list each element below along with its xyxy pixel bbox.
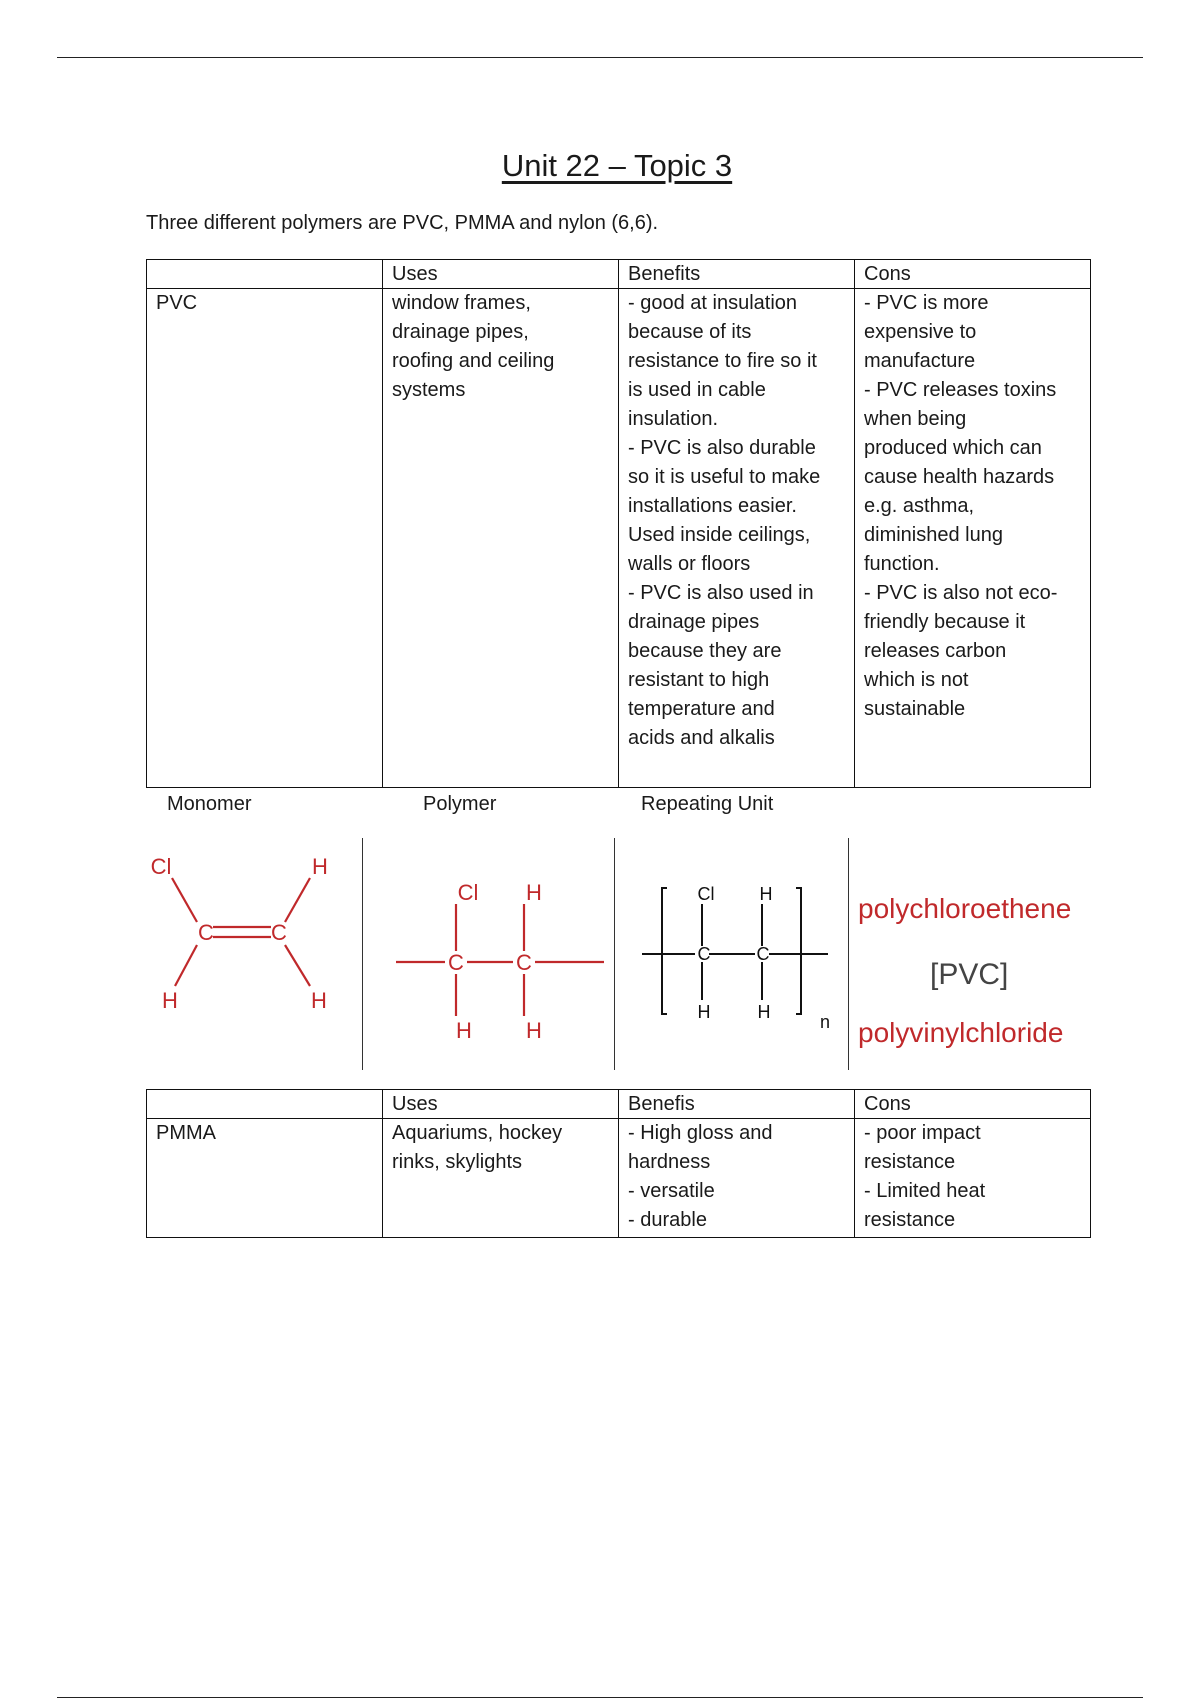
pmma-header-cons: Cons [855, 1090, 1091, 1119]
repeat-atom-c-right: C [756, 944, 770, 964]
repeat-subscript-n: n [819, 1012, 831, 1032]
pmma-header-blank [147, 1090, 383, 1119]
pvc-benefits-cell: - good at insulation because of its resistance to fire so it is used in cable insulation. - PVC is also durable so it is useful to make installations easier. Used inside ceilings, walls or floors - PVC is also used in drainage pipes because they are resistant to high temperature and acids and alkalis [619, 289, 855, 788]
pvc-name-cell: PVC [147, 289, 383, 788]
monomer-label: Monomer [167, 793, 252, 815]
polymer-structure [390, 838, 610, 1048]
pvc-cons-cell: - PVC is more expensive to manufacture - PVC releases toxins when being produced which can cause health hazards e.g. asthma, diminished lung function. - PVC is also not eco- friendly because it releases carbon which is not sustainable [855, 289, 1091, 788]
monomer-atom-c-left: C [198, 920, 214, 945]
pvc-table [146, 259, 1091, 788]
header-rule [57, 57, 1143, 58]
structure-divider-1 [362, 838, 363, 1070]
repeat-atom-c-left: C [697, 944, 711, 964]
polymer-atom-h-top: H [526, 880, 542, 905]
polymer-atom-cl: Cl [457, 880, 479, 905]
monomer-atom-h-right: H [311, 988, 327, 1013]
pvc-header-blank [147, 260, 383, 289]
repeat-atom-h-left: H [697, 1002, 711, 1022]
repeat-atom-cl: Cl [697, 884, 715, 904]
polymer-name-polyvinylchloride: polyvinylchloride [858, 1017, 1064, 1048]
monomer-atom-h-left: H [162, 988, 178, 1013]
pmma-header-uses: Uses [383, 1090, 619, 1119]
pmma-table-row [147, 1119, 1091, 1238]
page-title: Unit 22 – Topic 3 [501, 148, 733, 183]
structure-divider-2 [614, 838, 615, 1070]
monomer-atom-cl: Cl [150, 854, 172, 879]
repeat-atom-h-right: H [757, 1002, 771, 1022]
polymer-atom-c-right: C [516, 950, 532, 975]
structure-divider-3 [848, 838, 849, 1070]
monomer-structure [140, 838, 340, 1028]
polymer-atom-h-right: H [526, 1018, 542, 1043]
repeating-unit-structure [636, 838, 846, 1048]
pmma-name-cell: PMMA [147, 1119, 383, 1238]
polymer-label: Polymer [423, 793, 497, 815]
pvc-uses-cell: window frames, drainage pipes, roofing and ceiling systems [383, 289, 619, 788]
pmma-header-benefits: Benefis [619, 1090, 855, 1119]
pvc-header-benefits: Benefits [619, 260, 855, 289]
polymer-name-polychloroethene: polychloroethene [858, 893, 1072, 924]
polymer-atom-h-left: H [456, 1018, 472, 1043]
pmma-table-header-row [147, 1090, 1091, 1119]
pvc-table-header-row [147, 260, 1091, 289]
pvc-header-cons: Cons [855, 260, 1091, 289]
intro-text: Three different polymers are PVC, PMMA and nylon (6,6). [146, 212, 659, 234]
monomer-atom-c-right: C [271, 920, 287, 945]
monomer-atom-h-top: H [312, 854, 328, 879]
footer-rule [57, 1697, 1143, 1698]
repeat-atom-h-top: H [759, 884, 773, 904]
pmma-cons-cell: - poor impact resistance - Limited heat resistance [855, 1119, 1091, 1238]
pmma-benefits-cell: - High gloss and hardness - versatile - durable [619, 1119, 855, 1238]
pmma-table [146, 1089, 1091, 1238]
pvc-table-row [147, 289, 1091, 788]
pvc-header-uses: Uses [383, 260, 619, 289]
repeating-unit-label: Repeating Unit [641, 793, 774, 815]
polymer-atom-c-left: C [448, 950, 464, 975]
polymer-abbreviation: [PVC] [930, 958, 1009, 991]
pmma-uses-cell: Aquariums, hockey rinks, skylights [383, 1119, 619, 1238]
